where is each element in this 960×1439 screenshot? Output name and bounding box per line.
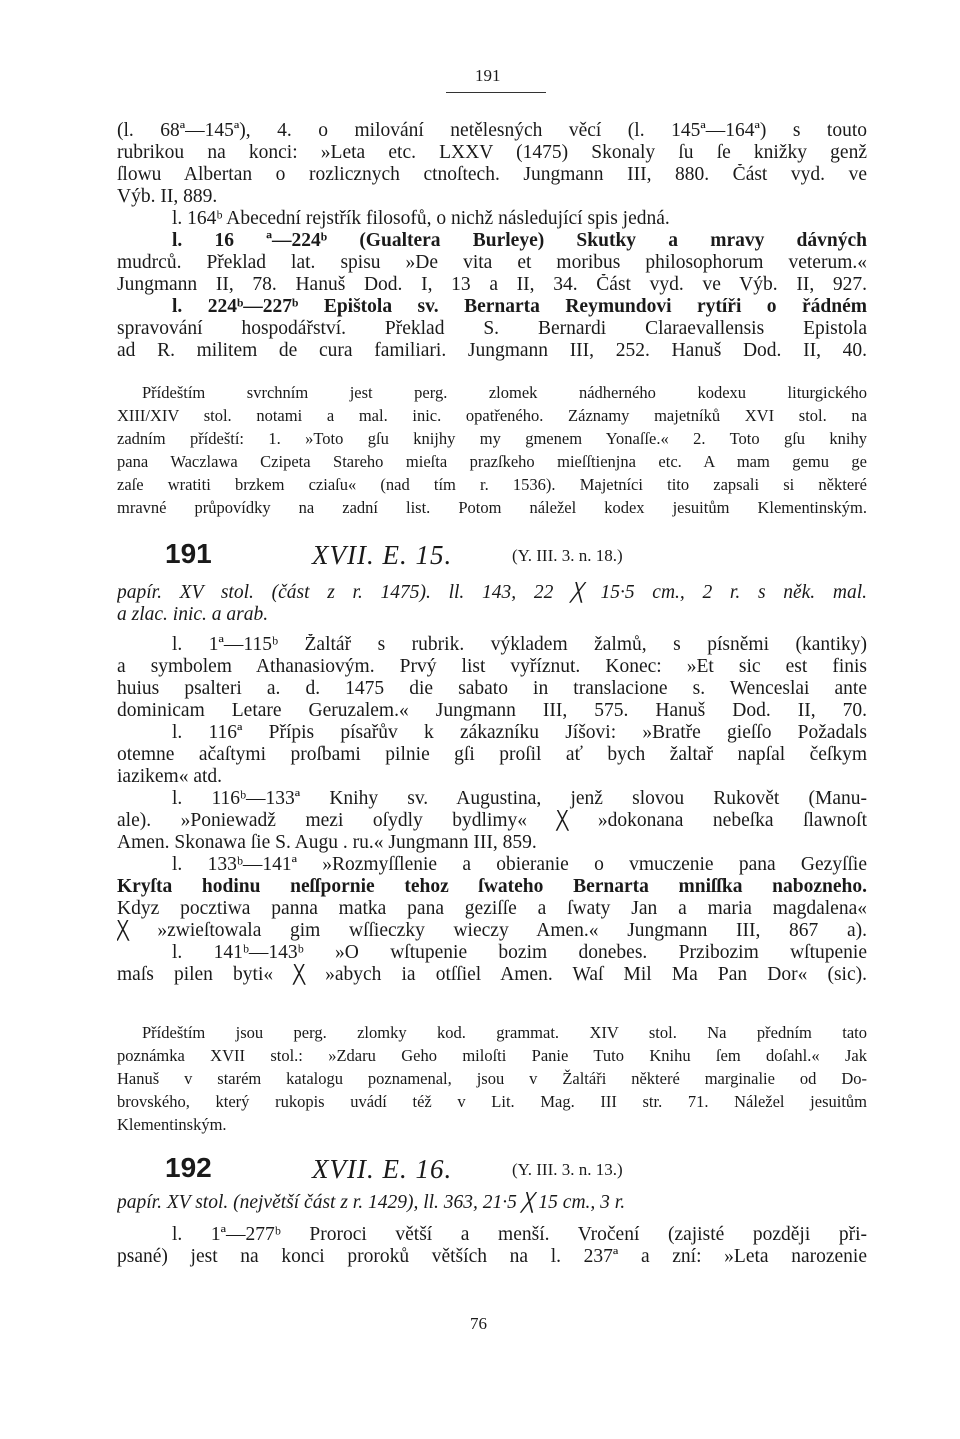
text-line: l. 116ª Přípis písařův k zákazníku Jíšovi: »Bratře gieſſo Požadals xyxy=(172,722,867,743)
text-line: a symbolem Athanasiovým. Prvý list vyříznut. Konec: »Et sic est finis xyxy=(117,656,867,677)
note-line: Klementinským. xyxy=(117,1115,227,1134)
text-line: Výb. II, 889. xyxy=(117,186,218,207)
text-line: l. 164ᵇ Abecední rejstřík filosofů, o nichž následující spis jedná. xyxy=(172,208,670,229)
entry-signature: XVII. E. 15. xyxy=(312,540,453,570)
entry-191-note xyxy=(117,1021,867,1136)
text-line: Amen. Skonawa ſie S. Augu . ru.« Jungmann III, 859. xyxy=(117,832,537,853)
entry-192-heading xyxy=(117,1152,867,1186)
text-line: iazikem« atd. xyxy=(117,766,223,787)
entry-shelfmark: (Y. III. 3. n. 18.) xyxy=(512,546,623,565)
text-line: l. 224ᵇ—227ᵇ Epištola sv. Bernarta Reymundovi rytíři o řádném xyxy=(172,296,867,317)
note-line: Přídeštím jsou perg. zlomky kod. grammat. XIV stol. Na předním tato xyxy=(142,1023,867,1042)
header-rule xyxy=(446,92,546,93)
note-line: brovského, který rukopis uvádí též v Lit. Mag. III str. 71. Náležel jesuitům xyxy=(117,1092,867,1111)
note-line: poznámka XVII stol.: »Zdaru Geho miloſti Panie Tuto Knihu ſem doſahl.« Jak xyxy=(117,1046,867,1065)
description-line: a zlac. inic. a arab. xyxy=(117,604,269,625)
entry-191-heading xyxy=(117,538,867,572)
entry-191-description xyxy=(117,582,867,626)
page-number-header: 191 xyxy=(475,66,501,85)
text-line: huius psalteri a. d. 1475 die sabato in translacione s. Wenceslai ante xyxy=(117,678,867,699)
text-line: otemne ačaſtymi proſbami pilnie gſi proſil ať bych žaltař napſal čeſkym xyxy=(117,744,867,765)
text-line: Jungmann II, 78. Hanuš Dod. I, 13 a II, 34. Část vyd. ve Výb. II, 927. xyxy=(117,274,867,295)
text-line: l. 141ᵇ—143ᵇ »O wſtupenie bozim donebes. Przibozim wſtupenie xyxy=(172,942,867,963)
text-line: dominicam Letare Geruzalem.« Jungmann III, 575. Hanuš Dod. II, 70. xyxy=(117,700,867,721)
note-line: Přídeštím svrchním jest perg. zlomek nádherného kodexu liturgického xyxy=(142,383,867,402)
text-line: l. 1ª—115ᵇ Žaltář s rubrik. výkladem žalmů, s písněmi (kantiky) xyxy=(172,634,867,655)
note-line: mravné průpovídky na zadní list. Potom náležel kodex jesuitům Klementinským. xyxy=(117,498,867,517)
description-line: papír. XV stol. (část z r. 1475). ll. 143, 22 ╳ 15·5 cm., 2 r. s něk. mal. xyxy=(117,582,867,603)
entry-192-description xyxy=(117,1192,867,1214)
note-line: Hanuš v starém katalogu poznamenal, jsou v Žaltáři některé marginalie od Do- xyxy=(117,1069,867,1088)
text-line: l. 16 ª—224ᵇ (Gualtera Burleye) Skutky a mravy dávných xyxy=(172,230,867,251)
entry-192-body xyxy=(117,1224,867,1268)
note-line: zaſe wratiti brzkem cziaſu« (nad tím r. 1536). Majetníci tito zapsali si některé xyxy=(117,475,867,494)
note-line: pana Waczlawa Czipeta Stareho mieſta prazſkeho mieſſtienjna etc. A mam gemu ge xyxy=(117,452,867,471)
page-number-footer: 76 xyxy=(470,1314,487,1333)
description-line: papír. XV stol. (největší část z r. 1429), ll. 363, 21·5 ╳ 15 cm., 3 r. xyxy=(117,1192,626,1213)
entry-signature: XVII. E. 16. xyxy=(312,1154,453,1184)
entry-number: 192 xyxy=(165,1152,212,1183)
entry-190-note xyxy=(117,381,867,519)
text-line: ale). »Poniewadž mezi oſydly bydlimy« ╳ »dokonana nebeſka ſlawnoſt xyxy=(117,810,867,831)
text-line: ad R. militem de cura familiari. Jungmann III, 252. Hanuš Dod. II, 40. xyxy=(117,340,867,361)
text-line: mudrců. Překlad lat. spisu »De vita et moribus philosophorum veterum.« xyxy=(117,252,867,273)
note-line: zadním přídeští: 1. »Toto gſu knijhy my gmenem Yonaſſe.« 2. Toto gſu knihy xyxy=(117,429,867,448)
text-line: Kryſta hodinu neſſpornie tehoz ſwateho Bernarta mniſſka nabozneho. xyxy=(117,876,867,897)
text-line: l. 133ᵇ—141ª »Rozmyſſlenie a obieranie o vmuczenie pana Gezyſſie xyxy=(172,854,867,875)
text-line: spravování hospodářství. Překlad S. Bernardi Claraevallensis Epistola xyxy=(117,318,867,339)
entry-number: 191 xyxy=(165,538,212,569)
entry-shelfmark: (Y. III. 3. n. 13.) xyxy=(512,1160,623,1179)
text-line: Kdyz pocztiwa panna matka pana geziſſe a ſwaty Jan a maria magdalena« xyxy=(117,898,867,919)
entry-191-body xyxy=(117,634,867,986)
text-line: maſs pilen byti« ╳ »abych ia otſſiel Amen. Waſ Mil Ma Pan Dor« (sic). xyxy=(117,964,867,985)
note-line: XIII/XIV stol. notami a mal. inic. opatřeného. Záznamy majetníků XVI stol. na xyxy=(117,406,867,425)
entry-190-continuation xyxy=(117,120,867,362)
text-line: (l. 68ª—145ª), 4. o milování netělesných věcí (l. 145ª—164ª) s touto xyxy=(117,120,867,141)
text-line: l. 1ª—277ᵇ Proroci větší a menší. Vročení (zajisté později při- xyxy=(172,1224,867,1245)
text-line: ╳ »zwieſtowala gim wſſieczky wieczy Amen.« Jungmann III, 867 a). xyxy=(117,920,867,941)
text-line: psané) jest na konci proroků větších na l. 237ª a zní: »Leta narozenie xyxy=(117,1246,867,1267)
text-line: l. 116ᵇ—133ª Knihy sv. Augustina, jenž slovou Rukovět (Manu- xyxy=(172,788,867,809)
text-line: ſlowu Albertan o rozlicznych ctnoſtech. Jungmann III, 880. Část vyd. ve xyxy=(117,164,867,185)
text-line: rubrikou na konci: »Leta etc. LXXV (1475) Skonaly ſu ſe knižky genž xyxy=(117,142,867,163)
